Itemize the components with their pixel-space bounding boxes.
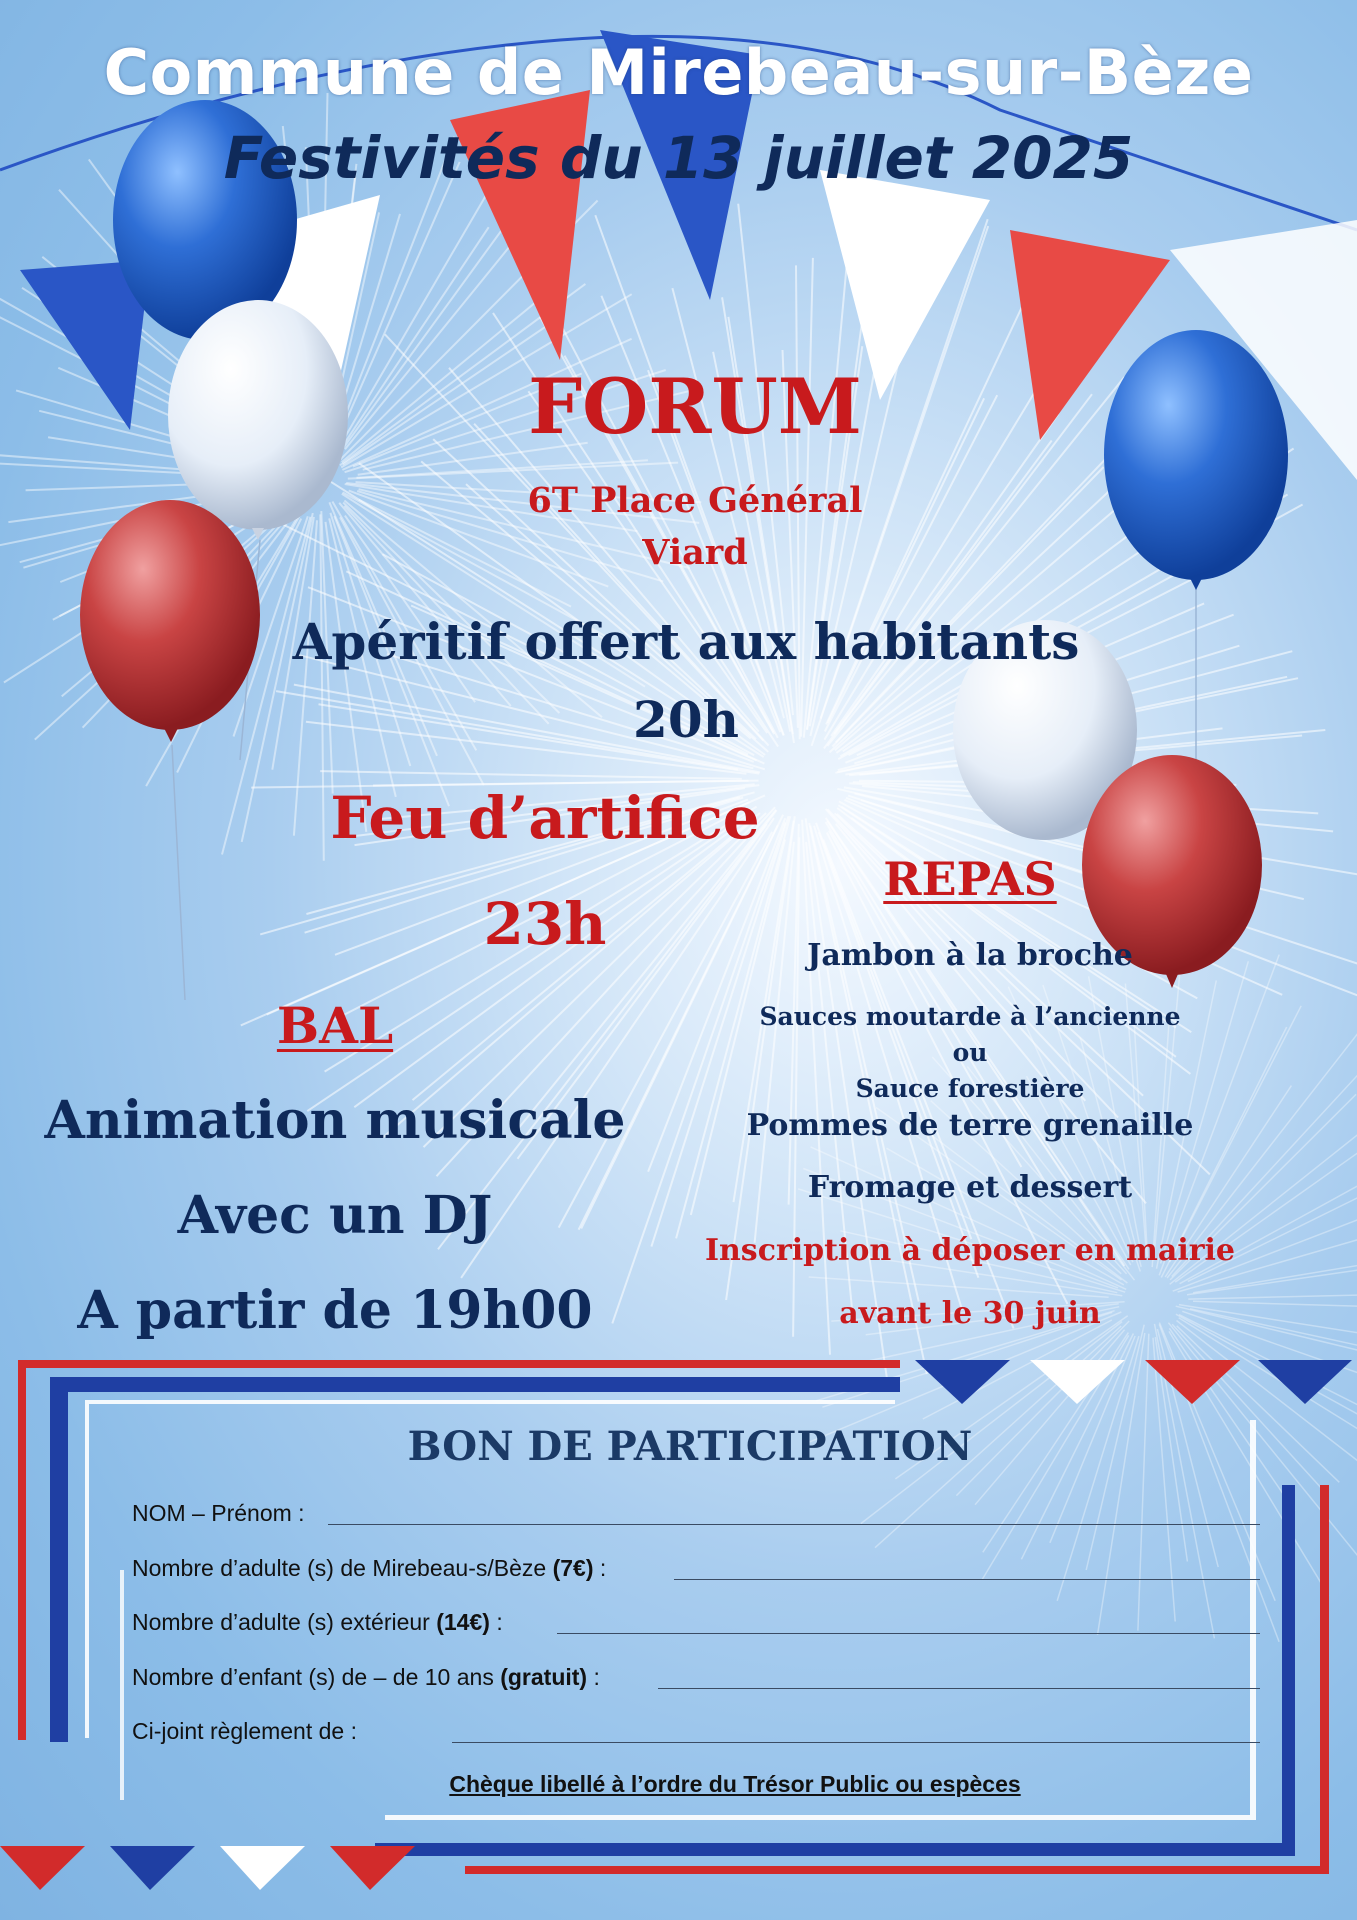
adults-ext-label [132,1609,503,1636]
repas-heading: REPAS [883,852,1057,906]
repas-item1: Jambon à la broche [807,938,1133,973]
repas-item2b: ou [952,1038,988,1067]
repas-item3: Pommes de terre grenaille [746,1108,1194,1143]
repas-registration2: avant le 30 juin [839,1296,1101,1331]
form-title: BON DE PARTICIPATION [407,1423,973,1470]
adults-ext-field[interactable] [557,1633,1260,1634]
colon: : [593,1555,607,1581]
aperitif-label: Apéritif offert aux habitants [292,612,1080,671]
firework-ray [1177,1321,1357,1491]
adults-local-price: (7€) [552,1555,594,1581]
firework-ray [1169,1328,1294,1511]
adults-local-text: Nombre d’adulte (s) de Mirebeau-s/Bèze [132,1555,553,1581]
repas-item2c: Sauce forestière [855,1074,1085,1103]
aperitif-time: 20h [633,690,739,749]
fireworks-time: 23h [483,890,607,958]
bal-heading: BAL [276,996,394,1055]
commune-title: Commune de Mirebeau-sur-Bèze [103,36,1254,109]
bal-line2: Avec un DJ [177,1185,493,1246]
adults-ext-price: (14€) [436,1609,490,1635]
children-price: (gratuit) [500,1664,588,1690]
payment-note: Chèque libellé à l’ordre du Trésor Public ou espèces [449,1771,1021,1797]
children-text: Nombre d’enfant (s) de – de 10 ans [132,1664,501,1690]
bal-line3: A partir de 19h00 [77,1280,593,1341]
colon: : [587,1664,600,1690]
repas-item2a: Sauces moutarde à l’ancienne [759,1002,1181,1031]
venue-address-line2: Viard [642,532,748,573]
repas-item4: Fromage et dessert [807,1170,1133,1205]
name-label: NOM – Prénom : [132,1500,305,1526]
fireworks-label: Feu d’artifice [330,784,760,852]
venue-name: FORUM [528,362,862,451]
event-title: Festivités du 13 juillet 2025 [223,124,1134,192]
firework-ray [1138,1334,1149,1631]
firework-ray [320,771,742,779]
children-label [132,1664,600,1691]
bal-line1: Animation musicale [44,1090,626,1151]
adults-local-field[interactable] [674,1579,1260,1580]
adults-ext-text: Nombre d’adulte (s) extérieur [132,1609,437,1635]
children-field[interactable] [658,1688,1260,1689]
adults-local-label [132,1555,606,1582]
payment-field[interactable] [452,1742,1260,1743]
colon: : [489,1609,503,1635]
payment-label: Ci-joint règlement de : [132,1718,357,1744]
repas-registration1: Inscription à déposer en mairie [704,1233,1236,1268]
venue-address-line1: 6T Place Général [527,480,863,521]
name-field[interactable] [328,1524,1260,1525]
firework-ray [1177,1326,1340,1483]
